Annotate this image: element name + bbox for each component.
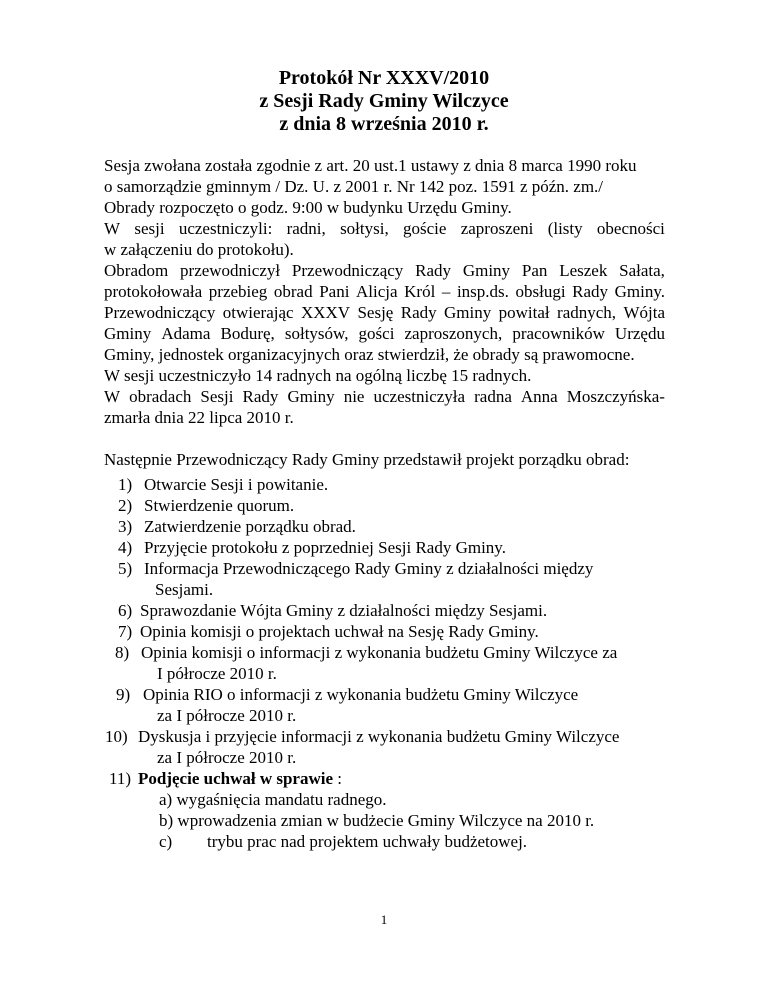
agenda-item: [118, 601, 547, 621]
agenda-subitem: a) wygaśnięcia mandatu radnego.: [159, 790, 387, 809]
agenda-item-number: 1): [118, 475, 133, 494]
agenda-item-text: Sprawozdanie Wójta Gminy z działalności między Sesjami.: [140, 601, 548, 620]
intro-line: Gminy, jednostek organizacyjnych oraz stwierdził, że obrady są prawomocne.: [104, 345, 635, 364]
agenda-item-text: Opinia komisji o informacji z wykonania budżetu Gminy Wilczyce za: [141, 643, 618, 662]
agenda-item-number: 4): [118, 538, 133, 557]
agenda-item-text: Stwierdzenie quorum.: [144, 496, 295, 515]
agenda-item: [118, 496, 294, 516]
intro-line: Gminy Adama Bodurę, sołtysów, gości zaproszonych, pracowników Urzędu: [104, 324, 665, 343]
agenda-item-continuation: za I półrocze 2010 r.: [157, 706, 297, 725]
agenda-item-text: Dyskusja i przyjęcie informacji z wykonania budżetu Gminy Wilczyce: [138, 727, 620, 746]
agenda-item-text: Otwarcie Sesji i powitanie.: [144, 475, 329, 494]
agenda-item-number: 5): [118, 559, 133, 578]
agenda-item-text: Przyjęcie protokołu z poprzedniej Sesji Rady Gminy.: [144, 538, 506, 557]
document-title-line-2: z Sesji Rady Gminy Wilczyce: [259, 90, 509, 112]
document-title-line-3: z dnia 8 września 2010 r.: [279, 113, 489, 135]
agenda-item-number: 6): [118, 601, 133, 620]
agenda-item-text: Opinia komisji o projektach uchwał na Sesję Rady Gminy.: [140, 622, 539, 641]
intro-line: W sesji uczestniczyli: radni, sołtysi, goście zaproszeni (listy obecności: [104, 219, 665, 238]
agenda-subitem-text: trybu prac nad projektem uchwały budżetowej.: [207, 832, 528, 851]
agenda-item-number: 3): [118, 517, 133, 536]
agenda-item: [118, 538, 506, 558]
intro-line: w załączeniu do protokołu).: [104, 240, 294, 259]
page-number: 1: [380, 912, 388, 927]
agenda-item-text-bold: Podjęcie uchwał w sprawie: [138, 769, 334, 788]
agenda-item-continuation: I półrocze 2010 r.: [157, 664, 277, 683]
agenda-item-text: Zatwierdzenie porządku obrad.: [144, 517, 356, 536]
agenda-item-number: 8): [115, 643, 130, 662]
agenda-intro: Następnie Przewodniczący Rady Gminy przedstawił projekt porządku obrad:: [104, 450, 630, 469]
agenda-item-number: 7): [118, 622, 133, 641]
intro-line: zmarła dnia 22 lipca 2010 r.: [104, 408, 294, 427]
agenda-item-text: :: [333, 769, 342, 788]
agenda-item: [105, 727, 619, 747]
agenda-item-number: 9): [116, 685, 131, 704]
intro-line: W sesji uczestniczyło 14 radnych na ogólną liczbę 15 radnych.: [104, 366, 532, 385]
agenda-item-number: 11): [109, 769, 132, 788]
agenda-item: [116, 685, 578, 705]
document-title-line-1: Protokół Nr XXXV/2010: [278, 67, 490, 89]
agenda-subitem-label: c): [159, 832, 173, 851]
agenda-item-number: 2): [118, 496, 133, 515]
agenda-item: [109, 769, 342, 789]
agenda-item-number: 10): [105, 727, 128, 746]
agenda-item-continuation: za I półrocze 2010 r.: [157, 748, 297, 767]
intro-line: protokołowała przebieg obrad Pani Alicja Król – insp.ds. obsługi Rady Gminy.: [104, 282, 665, 301]
agenda-subitem: [159, 832, 527, 852]
intro-line: Sesja zwołana została zgodnie z art. 20 ust.1 ustawy z dnia 8 marca 1990 roku: [104, 156, 637, 175]
intro-line: W obradach Sesji Rady Gminy nie uczestniczyła radna Anna Moszczyńska-: [104, 387, 665, 406]
agenda-item-continuation: Sesjami.: [155, 580, 214, 599]
agenda-item: [118, 559, 593, 579]
intro-line: Obrady rozpoczęto o godz. 9:00 w budynku Urzędu Gminy.: [104, 198, 512, 217]
agenda-item-text: Informacja Przewodniczącego Rady Gminy z działalności między: [144, 559, 594, 578]
agenda-item: [118, 517, 356, 537]
intro-line: Obradom przewodniczył Przewodniczący Rady Gminy Pan Leszek Sałata,: [104, 261, 665, 280]
intro-line: Przewodniczący otwierając XXXV Sesję Rady Gminy powitał radnych, Wójta: [104, 303, 665, 322]
agenda-item-text: Opinia RIO o informacji z wykonania budżetu Gminy Wilczyce: [143, 685, 579, 704]
agenda-item: [115, 643, 617, 663]
agenda-item: [118, 475, 328, 495]
intro-line: o samorządzie gminnym / Dz. U. z 2001 r. Nr 142 poz. 1591 z późn. zm./: [104, 177, 604, 196]
agenda-item: [118, 622, 539, 642]
agenda-subitem: b) wprowadzenia zmian w budżecie Gminy Wilczyce na 2010 r.: [159, 811, 595, 830]
